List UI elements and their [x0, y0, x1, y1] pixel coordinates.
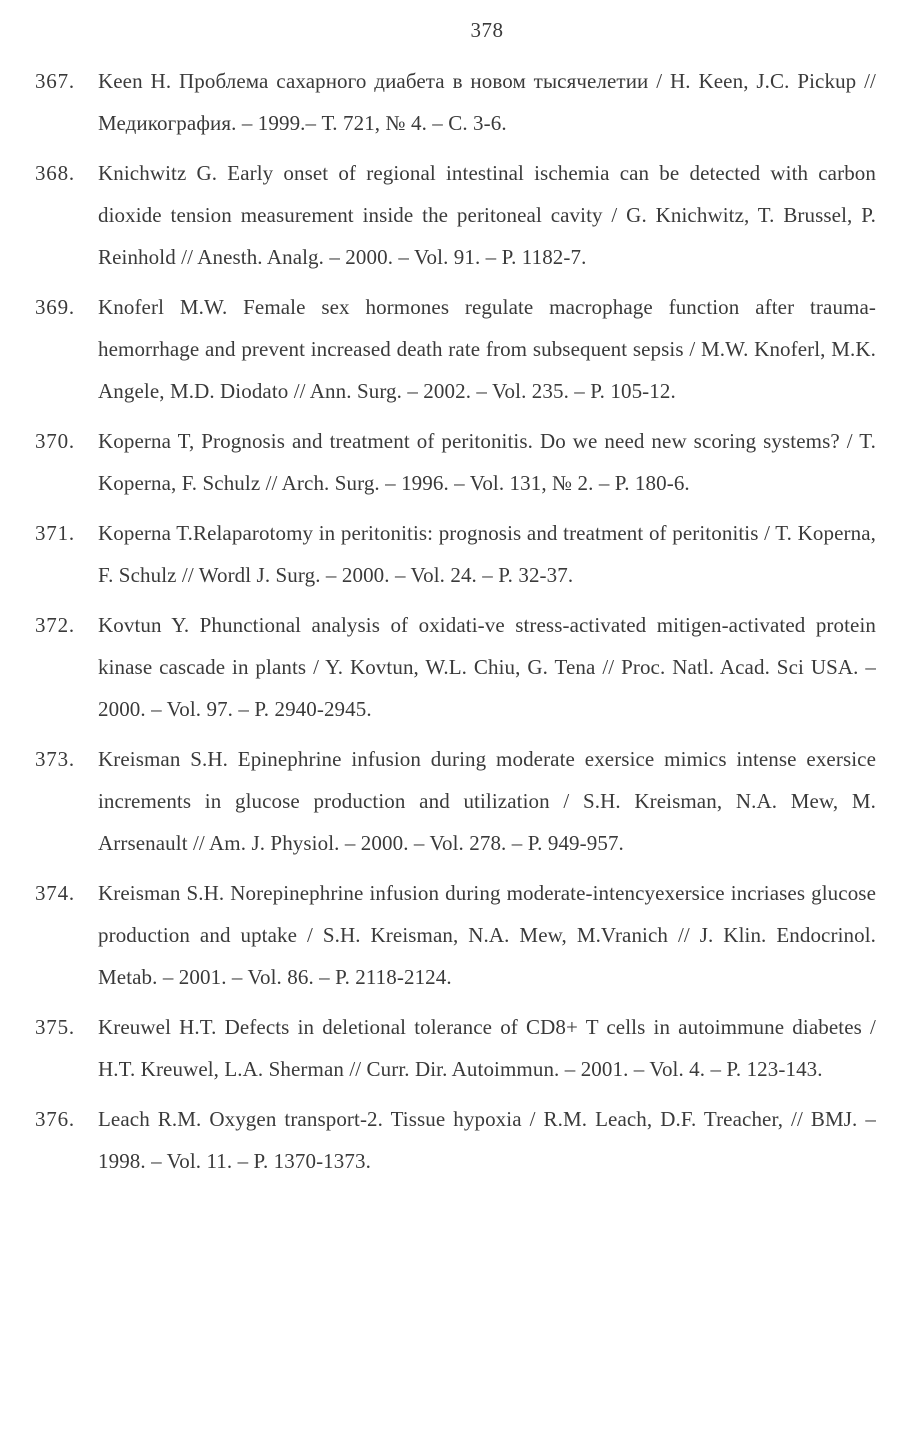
reference-item [0, 286, 914, 412]
reference-text: Kovtun Y. Phunctional analysis of oxidati-ve stress-activated mitigen-activated protein kinase cascade in plants / Y. Kovtun, W.L. Chiu, G. Tena // Proc. Natl. Acad. Sci USA. – 2000. – Vol. 97. – P. 2940-2945. [98, 613, 876, 721]
reference-item [0, 420, 914, 504]
reference-text: Kreisman S.H. Norepinephrine infusion during moderate-intencyexersice incriases glucose production and uptake / S.H. Kreisman, N.A. Mew, M.Vranich // J. Klin. Endocrinol. Metab. – 2001. – Vol. 86. – P. 2118-2124. [98, 881, 876, 989]
reference-number: 376. [35, 1107, 75, 1131]
reference-item [0, 1098, 914, 1182]
reference-item [0, 512, 914, 596]
reference-item [0, 738, 914, 864]
reference-text: Kreisman S.H. Epinephrine infusion during moderate exersice mimics intense exersice increments in glucose production and utilization / S.H. Kreisman, N.A. Mew, M. Arrsenault // Am. J. Physiol. – 2000. – Vol. 278. – P. 949-957. [98, 747, 876, 855]
reference-text: Koperna T.Relaparotomy in peritonitis: prognosis and treatment of peritonitis / T. Koperna, F. Schulz // Wordl J. Surg. – 2000. – Vol. 24. – P. 32-37. [98, 521, 876, 587]
reference-text: Knoferl M.W. Female sex hormones regulate macrophage function after trauma-hemorrhage and prevent increased death rate from subsequent sepsis / M.W. Knoferl, M.K. Angele, M.D. Diodato // Ann. Surg. – 2002. – Vol. 235. – P. 105-12. [98, 295, 876, 403]
reference-item [0, 1006, 914, 1090]
reference-text: Knichwitz G. Early onset of regional intestinal ischemia can be detected with carbon dioxide tension measurement inside the peritoneal cavity / G. Knichwitz, T. Brussel, P. Reinhold // Anesth. Analg. – 2000. – Vol. 91. – P. 1182-7. [98, 161, 876, 269]
reference-list [0, 60, 914, 1190]
reference-number: 370. [35, 429, 75, 453]
reference-text: Keen H. Проблема сахарного диабета в новом тысячелетии / H. Keen, J.C. Pickup // Медикография. – 1999.– Т. 721, № 4. – С. 3-6. [98, 69, 876, 135]
reference-text: Kreuwel H.T. Defects in deletional tolerance of CD8+ T cells in autoimmune diabetes / H.T. Kreuwel, L.A. Sherman // Curr. Dir. Autoimmun. – 2001. – Vol. 4. – P. 123-143. [98, 1015, 876, 1081]
reference-number: 372. [35, 613, 75, 637]
reference-number: 371. [35, 521, 75, 545]
reference-number: 369. [35, 295, 75, 319]
reference-item [0, 872, 914, 998]
page-number: 378 [470, 18, 504, 42]
reference-number: 373. [35, 747, 75, 771]
reference-item [0, 604, 914, 730]
reference-text: Koperna T, Prognosis and treatment of peritonitis. Do we need new scoring systems? / T. Koperna, F. Schulz // Arch. Surg. – 1996. – Vol. 131, № 2. – P. 180-6. [98, 429, 876, 495]
reference-number: 367. [35, 69, 75, 93]
reference-number: 375. [35, 1015, 75, 1039]
reference-item [0, 60, 914, 144]
reference-item [0, 152, 914, 278]
reference-text: Leach R.M. Oxygen transport-2. Tissue hypoxia / R.M. Leach, D.F. Treacher, // BMJ. – 1998. – Vol. 11. – P. 1370-1373. [98, 1107, 876, 1173]
reference-number: 374. [35, 881, 75, 905]
reference-number: 368. [35, 161, 75, 185]
